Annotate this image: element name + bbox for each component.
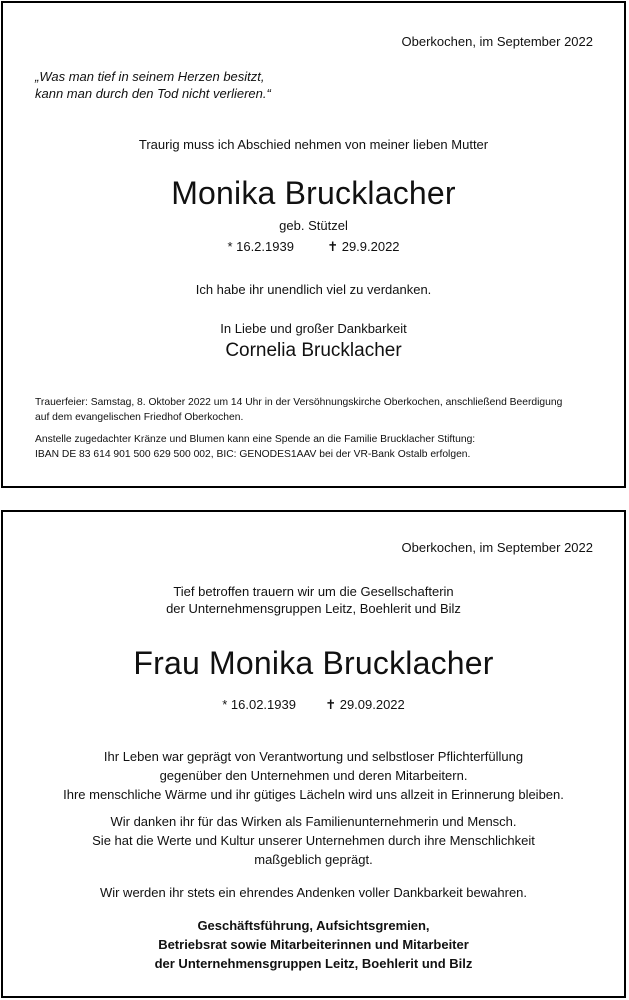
intro-text: Traurig muss ich Abschied nehmen von meiner lieben Mutter: [138, 137, 489, 152]
donation-line: Anstelle zugedachter Kränze und Blumen kann eine Spende an die Familie Brucklacher Stiftung:: [35, 434, 476, 445]
obituary-notice-family: [1, 1, 626, 488]
tribute-line: Ihr Leben war geprägt von Verantwortung und selbstloser Pflichterfüllung: [103, 749, 524, 764]
thanks-line: maßgeblich geprägt.: [254, 852, 373, 867]
thanks-line: Wir danken ihr für das Wirken als Familienunternehmerin und Mensch.: [110, 814, 517, 829]
place-date: Oberkochen, im September 2022: [401, 540, 593, 555]
birth-date: * 16.02.1939: [222, 697, 296, 712]
death-date: ✝ 29.9.2022: [327, 239, 400, 254]
signoff-text: In Liebe und großer Dankbarkeit: [220, 321, 407, 336]
deceased-name: Frau Monika Brucklacher: [133, 645, 494, 681]
life-dates: [3, 697, 624, 713]
funeral-line: Trauerfeier: Samstag, 8. Oktober 2022 um 14 Uhr in der Versöhnungskirche Oberkochen, anschließend Beerdigung: [35, 397, 563, 408]
funeral-info: [35, 395, 594, 425]
birth-date: * 16.2.1939: [227, 239, 294, 254]
maiden-name: geb. Stützel: [279, 218, 348, 233]
tribute-line: gegenüber den Unternehmen und deren Mitarbeitern.: [159, 768, 468, 783]
thanks-line: Sie hat die Werte und Kultur unserer Unternehmen durch ihre Menschlichkeit: [92, 833, 535, 848]
place-date: Oberkochen, im September 2022: [401, 34, 593, 49]
obituary-notice-company: [1, 510, 626, 998]
tribute-paragraph: [3, 747, 624, 804]
intro-line: Tief betroffen trauern wir um die Gesellschafterin: [173, 584, 454, 599]
signatory-line: der Unternehmensgruppen Leitz, Boehlerit und Bilz: [154, 956, 473, 971]
signatory-line: Betriebsrat sowie Mitarbeiterinnen und Mitarbeiter: [158, 937, 469, 952]
signer-name: Cornelia Brucklacher: [225, 340, 402, 361]
donation-line: IBAN DE 83 614 901 500 629 500 002, BIC: GENODES1AAV bei der VR-Bank Ostalb erfolgen.: [35, 449, 471, 460]
life-dates: [3, 239, 624, 255]
funeral-line: auf dem evangelischen Friedhof Oberkochen.: [35, 412, 244, 423]
deceased-name: Monika Brucklacher: [171, 175, 456, 211]
thanks-paragraph: [3, 812, 624, 869]
donation-info: [35, 432, 594, 462]
remembrance-text: Wir werden ihr stets ein ehrendes Andenken voller Dankbarkeit bewahren.: [99, 885, 528, 900]
gratitude-text: Ich habe ihr unendlich viel zu verdanken.: [195, 282, 432, 297]
signatory-line: Geschäftsführung, Aufsichtsgremien,: [197, 918, 430, 933]
signatories: [3, 916, 624, 973]
quote-line: kann man durch den Tod nicht verlieren.“: [35, 86, 271, 101]
quote-line: „Was man tief in seinem Herzen besitzt,: [35, 69, 265, 84]
tribute-line: Ihre menschliche Wärme und ihr gütiges Lächeln wird uns allzeit in Erinnerung bleiben.: [63, 787, 564, 802]
intro-line: der Unternehmensgruppen Leitz, Boehlerit und Bilz: [166, 601, 461, 616]
death-date: ✝ 29.09.2022: [325, 697, 405, 712]
epigraph-quote: [35, 68, 271, 102]
